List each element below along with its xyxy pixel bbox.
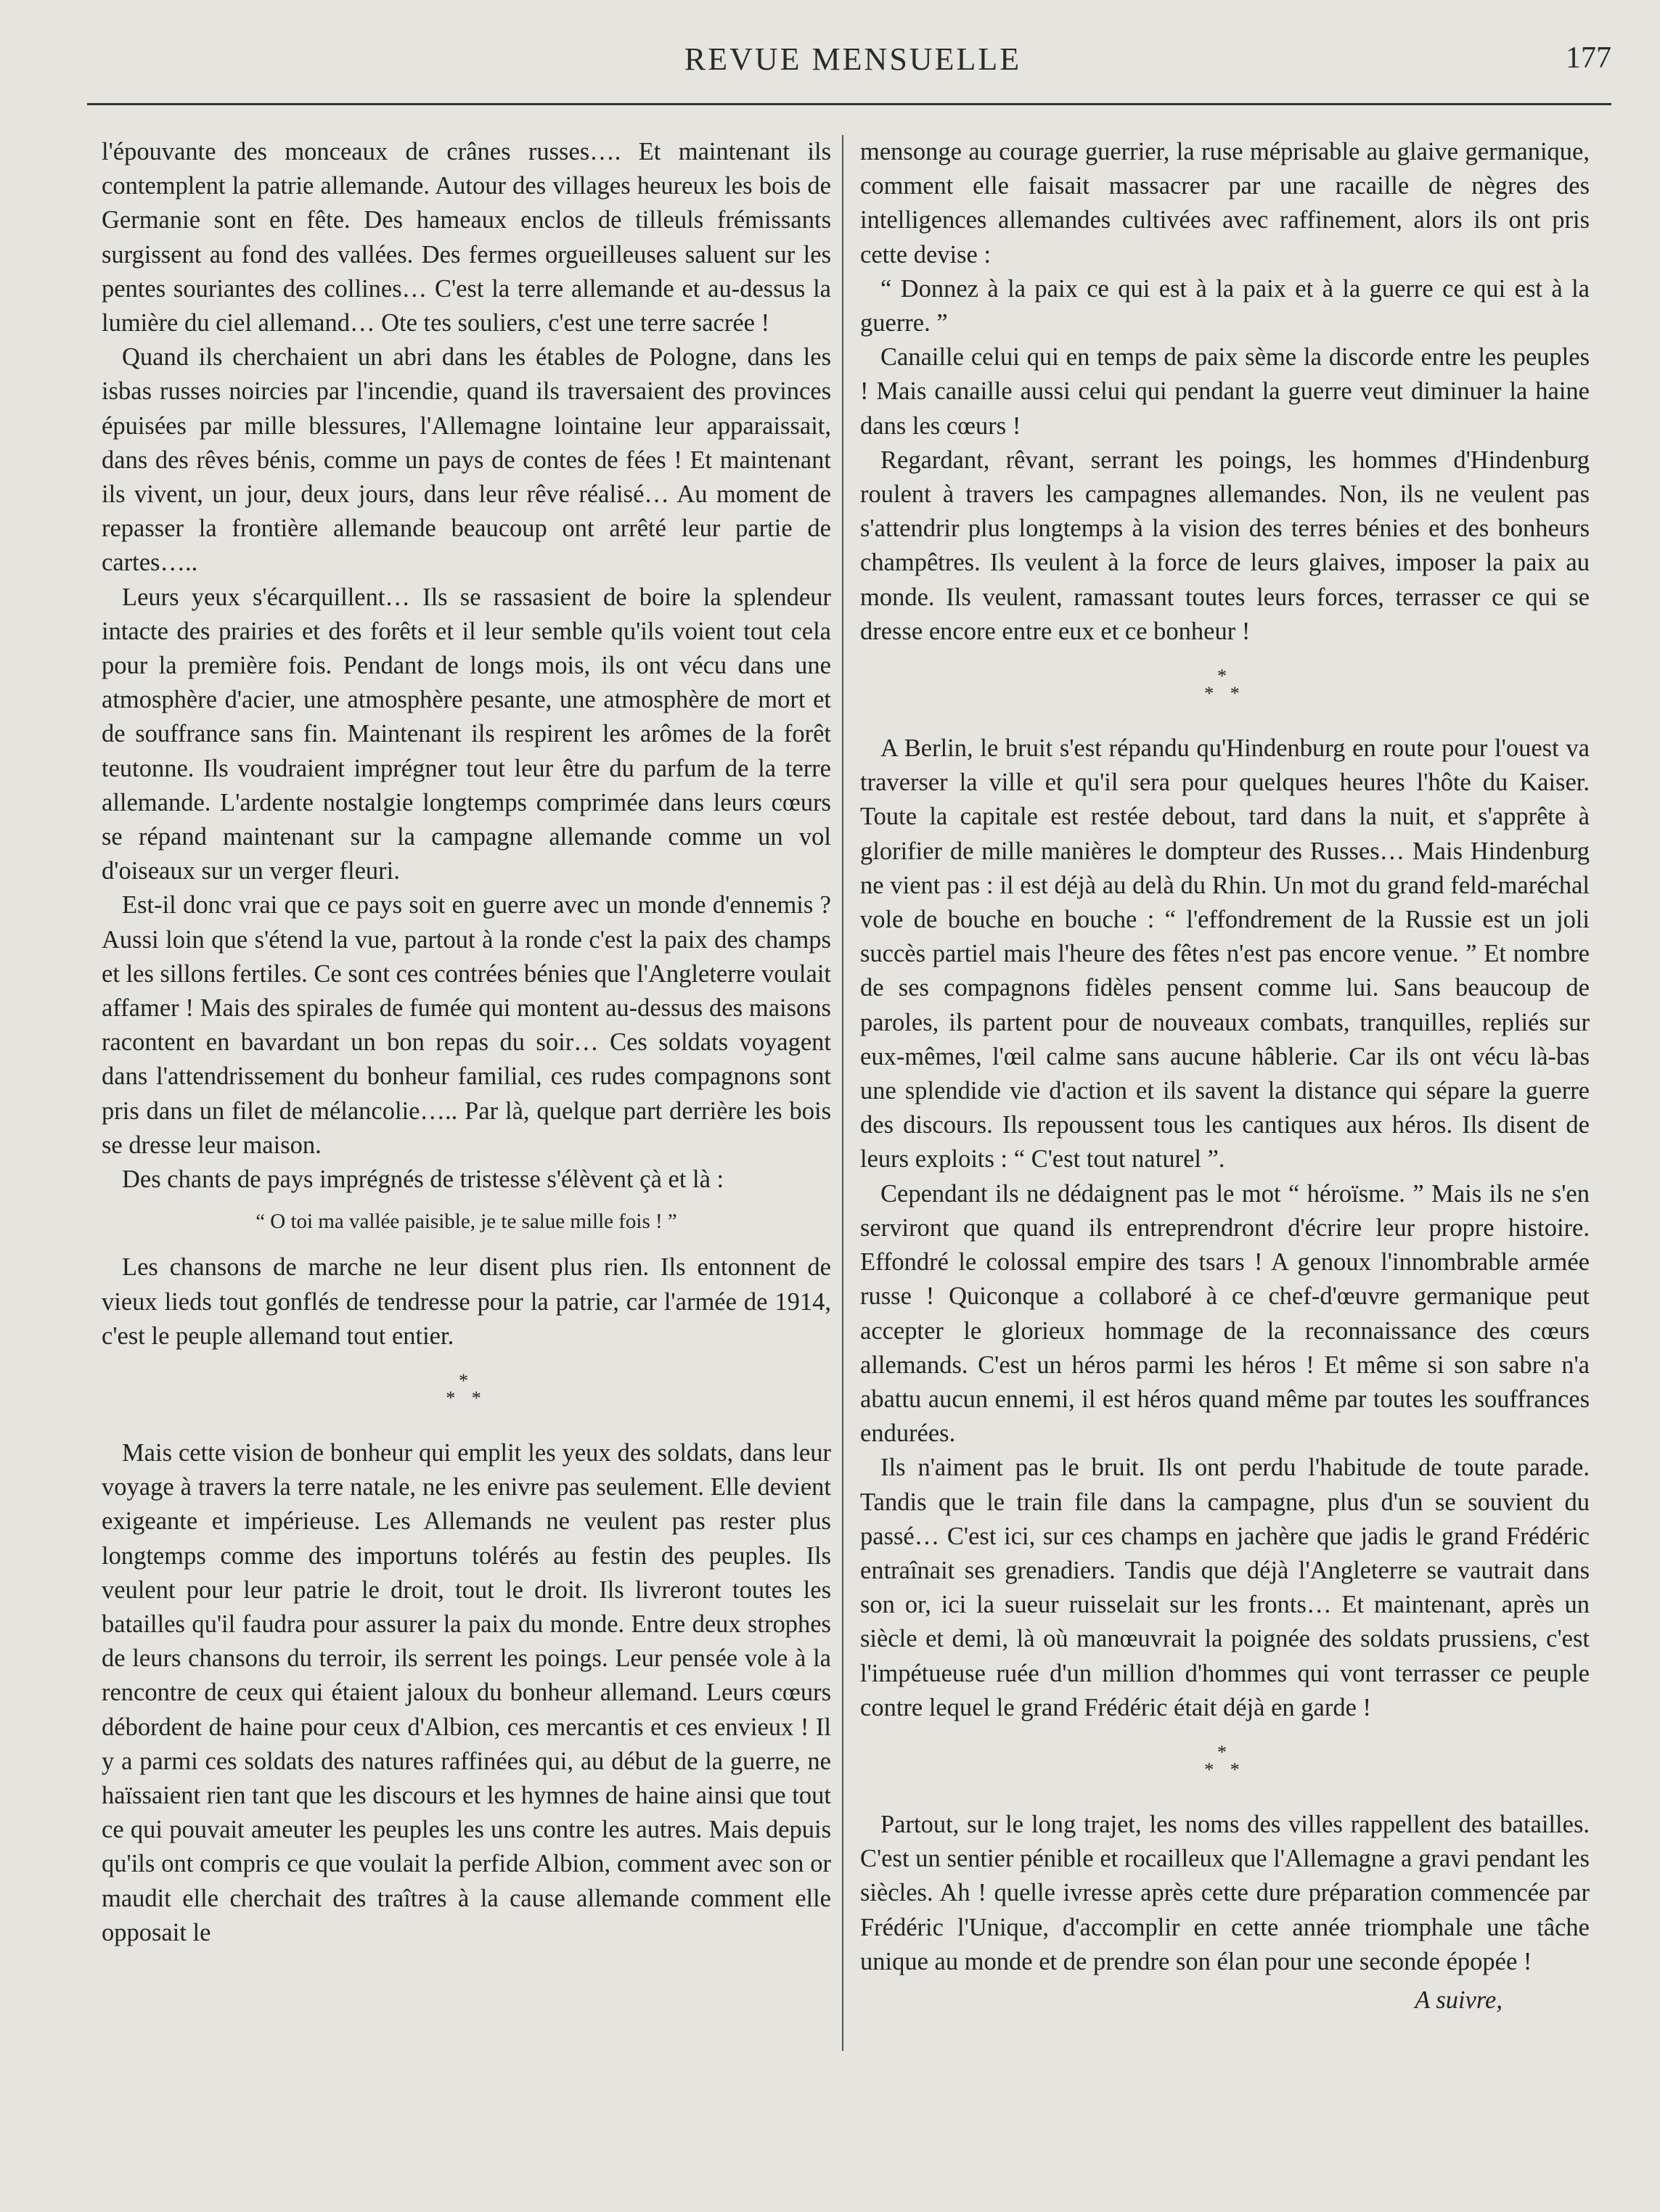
right-paragraph-4: Regardant, rêvant, serrant les poings, les hommes d'Hindenburg roulent à travers les campagnes allemandes. Non, ils ne veulent pas s'attendrir plus longtemps à la vision des terres bénies et des bonheurs champêtres. Ils veulent à la force de leurs glaives, imposer la paix au monde. Ils veulent, ramassant toutes leurs forces, terrasser ce qui se dresse encore entre eux et ce bonheur !: [860, 446, 1590, 645]
page-number: 177: [1566, 41, 1611, 75]
right-paragraph-7: Ils n'aiment pas le bruit. Ils ont perdu l'habitude de toute parade. Tandis que le train file dans la campagne, plus d'un se souvient du passé… C'est ici, sur ces champs en jachère que jadis le grand Frédéric entraînait ses grenadiers. Tandis que déjà l'Angleterre se vautrait dans son or, ici la sueur ruisselait sur les fronts… Et maintenant, après un siècle et demi, là où manœuvrait la poignée des soldats prussiens, c'est l'impétueuse ruée d'un million d'hommes qui vont terrasser ce peuple contre lequel le grand Frédéric était déjà en garde !: [860, 1454, 1590, 1721]
section-divider-asterism: * * *: [446, 1369, 487, 1409]
motto-quote: “ Donnez à la paix ce qui est à la paix et à la guerre ce qui est à la guerre. ”: [860, 274, 1590, 337]
right-paragraph-1: mensonge au courage guerrier, la ruse méprisable au glaive germanique, comment elle faisait massacrer par une racaille de nègres des intelligences allemandes cultivées avec raffinement, alors ils ont pris cette devise :: [860, 138, 1590, 269]
left-paragraph-3: Leurs yeux s'écarquillent… Ils se rassasient de boire la splendeur intacte des prairies et des forêts et il leur semble qu'ils voient tout cela pour la première fois. Pendant de longs mois, ils ont vécu dans une atmosphère d'acier, une atmosphère pesante, une atmosphère de mort et de souffrance sans fin. Maintenant ils respirent les arômes de la forêt teutonne. Ils voudraient imprégner tout leur être du parfum de la terre allemande. L'ardente nostalgie longtemps comprimée dans leurs cœurs se répand maintenant sur la campagne allemande comme un vol d'oiseaux sur un verger fleuri.: [102, 583, 831, 885]
journal-title: REVUE MENSUELLE: [684, 41, 1022, 77]
left-paragraph-4: Est-il donc vrai que ce pays soit en guerre avec un monde d'ennemis ? Aussi loin que s'étend la vue, partout à la ronde c'est la paix des champs et les sillons fertiles. Ce sont ces contrées bénies que l'Angleterre voulait affamer ! Mais des spirales de fumée qui montent au-dessus des maisons racontent en bavardant un bon repas du soir… Ces soldats voyagent dans l'attendrissement du bonheur familial, ces rudes compagnons sont pris dans un filet de mélancolie….. Par là, quelque part derrière les bois se dresse leur maison.: [102, 891, 831, 1159]
to-be-continued: A suivre,: [1415, 1986, 1502, 2014]
song-quote: “ O toi ma vallée paisible, je te salue mille fois ! ”: [255, 1210, 677, 1234]
header-rule: [87, 103, 1611, 105]
right-paragraph-3: Canaille celui qui en temps de paix sème la discorde entre les peuples ! Mais canaille aussi celui qui pendant la guerre veut diminuer la haine dans les cœurs !: [860, 343, 1590, 440]
right-column: [860, 135, 1590, 2018]
left-paragraph-2: Quand ils cherchaient un abri dans les étables de Pologne, dans les isbas russes noircies par l'incendie, quand ils traversaient des provinces épuisées par mille blessures, l'Allemagne lointaine leur apparaissait, dans des rêves bénis, comme un pays de contes de fées ! Et maintenant ils vivent, un jour, deux jours, dans leur rêve réalisé… Au moment de repasser la frontière allemande beaucoup ont arrêté leur partie de cartes…..: [102, 343, 831, 577]
section-divider-asterism: * * *: [1204, 1741, 1246, 1780]
left-paragraph-6: Les chansons de marche ne leur disent plus rien. Ils entonnent de vieux lieds tout gonflés de tendresse pour la patrie, car l'armée de 1914, c'est le peuple allemand tout entier.: [102, 1253, 831, 1350]
left-paragraph-5: Des chants de pays imprégnés de tristesse s'élèvent çà et là :: [122, 1166, 724, 1194]
left-paragraph-7: Mais cette vision de bonheur qui emplit les yeux des soldats, dans leur voyage à travers la terre natale, ne les enivre pas seulement. Elle devient exigeante et impérieuse. Les Allemands ne veulent pas rester plus longtemps comme des importuns tolérés au festin des peuples. Ils veulent pour leur patrie le droit, tout le droit. Ils livreront toutes les batailles qu'il faudra pour assurer la paix du monde. Entre deux strophes de leurs chansons du terroir, ils serrent les poings. Leur pensée vole à la rencontre de ceux qui étaient jaloux du bonheur allemand. Leurs cœurs débordent de haine pour ceux d'Albion, ces mercantis et ces envieux ! Il y a parmi ces soldats des natures raffinées qui, au début de la guerre, ne haïssaient rien tant que les discours et les hymnes de haine ainsi que tout ce qui pouvait ameuter les peuples les uns contre les autres. Mais depuis qu'ils ont compris ce que voulait la perfide Albion, comment avec son or maudit elle cherchait des traîtres à la cause allemande comment elle opposait le: [102, 1438, 831, 1946]
column-divider: [842, 135, 843, 2051]
section-divider-asterism: * * *: [1204, 665, 1246, 705]
right-paragraph-8: Partout, sur le long trajet, les noms des villes rappellent des batailles. C'est un sentier pénible et rocailleux que l'Allemagne a gravi pendant les siècles. Ah ! quelle ivresse après cette dure préparation commencée par Frédéric l'Unique, d'accomplir en cette année triomphale une tâche unique au monde et de prendre son élan pour une seconde épopée !: [860, 1810, 1590, 1975]
right-paragraph-6: Cependant ils ne dédaignent pas le mot “ héroïsme. ” Mais ils ne s'en serviront que quand ils entreprendront d'écrire leur propre histoire. Effondré le colossal empire des tsars ! A genoux l'innombrable armée russe ! Quiconque a collaboré à ce chef-d'œuvre germanique peut accepter le glorieux hommage de la reconnaissance des cœurs allemands. C'est un héros parmi les héros ! Et même si son sabre n'a abattu aucun ennemi, il est héros quand même par toutes les souffrances endurées.: [860, 1179, 1590, 1448]
left-paragraph-1: l'épouvante des monceaux de crânes russes…. Et maintenant ils contemplent la patrie allemande. Autour des villages heureux les bois de Germanie sont en fête. Des hameaux enclos de tilleuls frémissants surgissent au fond des vallées. Des fermes orgueilleuses saluent sur les pentes souriantes des collines… C'est la terre allemande et au-dessus la lumière du ciel allemand… Ote tes souliers, c'est une terre sacrée !: [102, 138, 831, 337]
right-paragraph-5: A Berlin, le bruit s'est répandu qu'Hindenburg en route pour l'ouest va traverser la ville et qu'il sera pour quelques heures l'hôte du Kaiser. Toute la capitale est restée debout, tard dans la nuit, et s'apprête à glorifier de mille manières le dompteur des Russes… Mais Hindenburg ne vient pas : il est déjà au delà du Rhin. Un mot du grand feld-maréchal vole de bouche en bouche : “ l'effondrement de la Russie est un joli succès partiel mais l'heure des fêtes n'est pas encore venue. ” Et nombre de ses compagnons fidèles pensent comme lui. Sans beaucoup de paroles, ils partent pour de nouveaux combats, tranquilles, repliés sur eux-mêmes, l'œil calme sans aucune hâblerie. Car ils ont vécu là-bas une splendide vie d'action et ils savent la distance qui sépare la guerre des discours. Ils repoussent tous les cantiques aux héros. Ils disent de leurs exploits : “ C'est tout naturel ”.: [860, 734, 1590, 1173]
left-column: [102, 135, 831, 1950]
page-header: [87, 32, 1619, 90]
